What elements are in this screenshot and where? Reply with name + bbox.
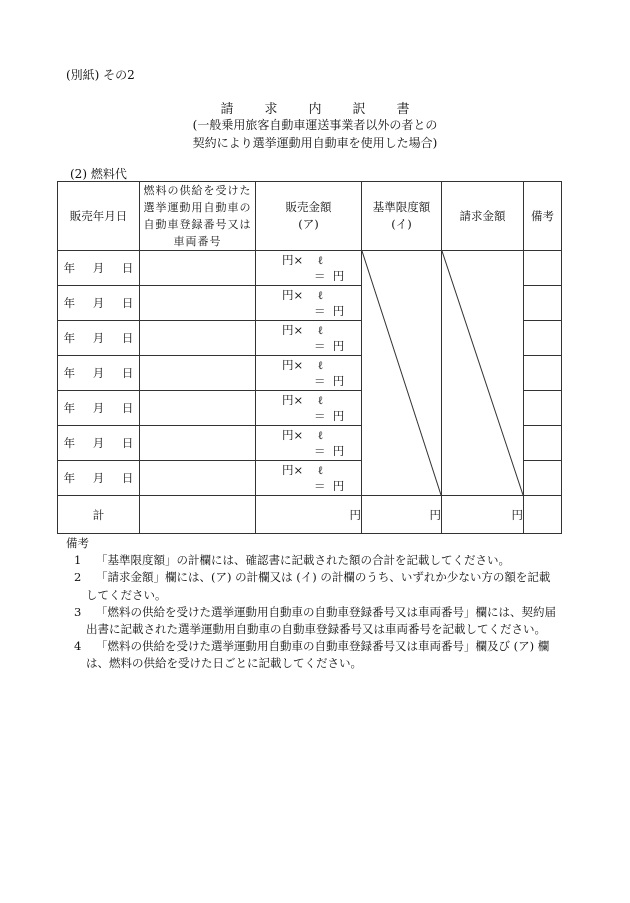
vehicle-number-cell[interactable] (140, 391, 256, 426)
document-title: 請求内訳書 (220, 102, 441, 117)
total-remarks-cell[interactable] (524, 496, 562, 534)
attachment-label: (別紙) その2 (66, 68, 135, 82)
vehicle-number-cell[interactable] (140, 356, 256, 391)
note-number: 1 (74, 553, 82, 568)
section-heading: (2) 燃料代 (70, 167, 127, 181)
note-text: 「基準限度額」の計欄には、確認書に記載された額の合計を記載してください。 (96, 553, 510, 568)
total-sales-amount[interactable]: 円 (256, 496, 362, 534)
note-item (66, 638, 561, 672)
note-item (66, 569, 561, 603)
total-standard-limit[interactable]: 円 (362, 496, 442, 534)
note-text: 「燃料の供給を受けた選挙運動用自動車の自動車登録番号又は車両番号」欄及び (ア) 欄は、燃料の供給を受けた日ごとに記載してください。 (86, 639, 550, 671)
header-remarks: 備考 (524, 182, 562, 251)
total-vehicle-cell (140, 496, 256, 534)
date-cell: 年 月 日 (58, 356, 140, 391)
note-item (66, 604, 561, 638)
sales-amount-cell[interactable]: 円× ℓ ＝ 円 (256, 391, 362, 426)
date-cell: 年 月 日 (58, 391, 140, 426)
note-text: 「請求金額」欄には、(ア) の計欄又は (イ) の計欄のうち、いずれか少ない方の額を記載してください。 (86, 570, 551, 602)
remarks-cell[interactable] (524, 426, 562, 461)
vehicle-number-cell[interactable] (140, 286, 256, 321)
date-cell: 年 月 日 (58, 321, 140, 356)
remarks-cell[interactable] (524, 251, 562, 286)
table-header-row (58, 182, 562, 251)
note-number: 4 (74, 639, 82, 654)
note-number: 3 (74, 604, 82, 619)
remarks-cell[interactable] (524, 356, 562, 391)
note-text: 「燃料の供給を受けた選挙運動用自動車の自動車登録番号又は車両番号」欄には、契約届出書に記載された選挙運動用自動車の自動車登録番号又は車両番号を記載してください。 (86, 604, 556, 637)
diagonal-line (362, 251, 441, 495)
note-number: 2 (74, 570, 82, 585)
sales-amount-cell[interactable]: 円× ℓ ＝ 円 (256, 461, 362, 496)
subtitle-line-1: (一般乗用旅客自動車運送事業者以外の者との (192, 118, 438, 132)
total-row (58, 496, 562, 534)
header-date: 販売年月日 (58, 182, 140, 251)
vehicle-number-cell[interactable] (140, 461, 256, 496)
header-standard-limit: 基準限度額 (イ) (362, 182, 442, 251)
subtitle-line-2: 契約により選挙運動用自動車を使用した場合) (192, 136, 438, 150)
total-claim-amount[interactable]: 円 (442, 496, 524, 534)
header-sales-amount: 販売金額 (ア) (256, 182, 362, 251)
notes-section (66, 535, 561, 673)
remarks-cell[interactable] (524, 391, 562, 426)
diagonal-line (442, 251, 523, 495)
date-cell: 年 月 日 (58, 426, 140, 461)
sales-amount-cell[interactable]: 円× ℓ ＝ 円 (256, 251, 362, 286)
sales-amount-cell[interactable]: 円× ℓ ＝ 円 (256, 426, 362, 461)
remarks-cell[interactable] (524, 286, 562, 321)
vehicle-number-cell[interactable] (140, 251, 256, 286)
remarks-cell[interactable] (524, 461, 562, 496)
notes-heading: 備考 (66, 536, 89, 550)
header-vehicle-number: 燃料の供給を受けた選挙運動用自動車の自動車登録番号又は車両番号 (140, 182, 256, 251)
fuel-cost-table (57, 181, 562, 534)
sales-amount-cell[interactable]: 円× ℓ ＝ 円 (256, 321, 362, 356)
date-cell: 年 月 日 (58, 461, 140, 496)
date-cell: 年 月 日 (58, 251, 140, 286)
sales-amount-cell[interactable]: 円× ℓ ＝ 円 (256, 286, 362, 321)
table-row (58, 251, 562, 286)
date-cell: 年 月 日 (58, 286, 140, 321)
claim-crossed-cell (442, 251, 524, 496)
vehicle-number-cell[interactable] (140, 426, 256, 461)
limit-crossed-cell (362, 251, 442, 496)
total-label: 計 (58, 496, 140, 534)
note-item (66, 552, 561, 569)
vehicle-number-cell[interactable] (140, 321, 256, 356)
remarks-cell[interactable] (524, 321, 562, 356)
sales-amount-cell[interactable]: 円× ℓ ＝ 円 (256, 356, 362, 391)
header-claim-amount: 請求金額 (442, 182, 524, 251)
